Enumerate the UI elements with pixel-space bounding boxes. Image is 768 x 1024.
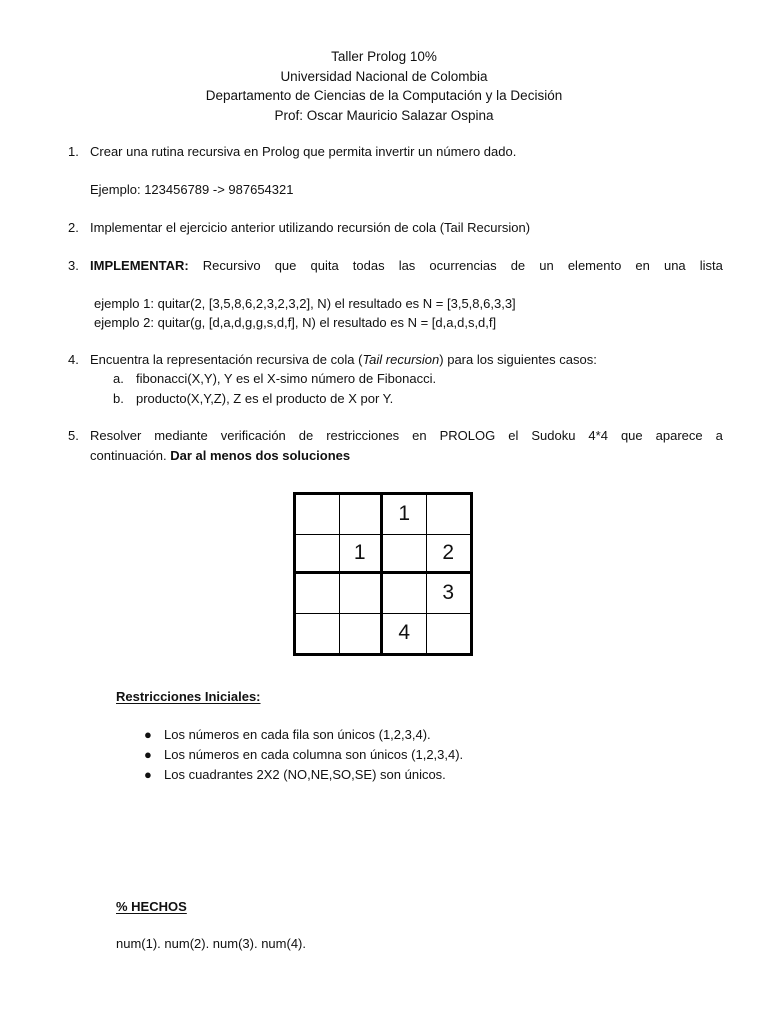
sudoku-cell: [340, 614, 384, 654]
restriction-text: Los números en cada columna son únicos (1,2,3,4).: [164, 747, 464, 762]
question-5-instruction: Dar al menos dos soluciones: [170, 448, 351, 463]
question-5-word: 4*4: [588, 428, 608, 443]
question-3-word: lista: [699, 258, 723, 273]
question-3-word: elemento: [567, 258, 622, 273]
question-3-word: quita: [310, 258, 339, 273]
question-5-word: en: [412, 428, 427, 443]
question-2-number: 2.: [68, 220, 79, 235]
bullet-icon: ●: [144, 747, 152, 762]
restriction-bullet: [144, 746, 464, 763]
question-3-text: [90, 257, 723, 274]
university-name: Universidad Nacional de Colombia: [280, 68, 488, 84]
question-4-item-b-label: b.: [113, 391, 124, 406]
question-5-word: Resolver: [90, 428, 142, 443]
question-4-number: 4.: [68, 352, 79, 367]
document-title: Taller Prolog 10%: [331, 49, 437, 64]
question-5-word: de: [298, 428, 314, 443]
question-5-word: restricciones: [326, 428, 400, 443]
question-4-item-a: [113, 370, 437, 387]
sudoku-cell: [296, 495, 340, 535]
sudoku-cell: 1: [340, 535, 384, 575]
bullet-icon: ●: [144, 767, 152, 782]
question-5-line-2: [90, 447, 350, 464]
sudoku-cell: [296, 614, 340, 654]
professor-name: Prof: Oscar Mauricio Salazar Ospina: [274, 107, 494, 123]
facts-heading: % HECHOS: [116, 899, 187, 914]
question-5-text: [90, 427, 723, 444]
restriction-text: Los cuadrantes 2X2 (NO,NE,SO,SE) son únicos.: [164, 767, 446, 782]
question-5-word: aparece: [655, 428, 703, 443]
question-4-item-a-label: a.: [113, 371, 124, 386]
question-5-word: que: [620, 428, 643, 443]
question-5-word: el: [508, 428, 519, 443]
restriction-text: Los números en cada fila son únicos (1,2,3,4).: [164, 727, 431, 742]
question-3-word: que: [274, 258, 297, 273]
question-3-lead: IMPLEMENTAR:: [90, 258, 189, 273]
question-3-example-1: ejemplo 1: quitar(2, [3,5,8,6,2,3,2,3,2], N) el resultado es N = [3,5,8,6,3,3]: [94, 296, 516, 311]
restriction-bullet: [144, 766, 446, 783]
restriction-bullet: [144, 726, 431, 743]
question-4-item-a-text: fibonacci(X,Y), Y es el X-simo número de Fibonacci.: [136, 371, 437, 386]
question-4-text-after: ) para los siguientes casos:: [439, 352, 597, 367]
facts-code: num(1). num(2). num(3). num(4).: [116, 936, 306, 951]
question-3-word: una: [663, 258, 686, 273]
question-1-example: Ejemplo: 123456789 -> 987654321: [90, 182, 294, 197]
sudoku-cell: [383, 535, 427, 575]
question-5-line-2-plain: continuación.: [90, 448, 167, 463]
question-3-word: un: [539, 258, 554, 273]
question-5-word: mediante: [154, 428, 208, 443]
sudoku-cell: [296, 535, 340, 575]
question-4-text-italic: Tail recursion: [362, 352, 440, 367]
sudoku-cell: [340, 495, 384, 535]
question-5-number: 5.: [68, 428, 79, 443]
sudoku-cell: [427, 614, 471, 654]
sudoku-cell: 2: [427, 535, 471, 575]
document-header: [0, 47, 768, 125]
question-3-word: las: [398, 258, 416, 273]
question-5-word: verificación: [220, 428, 286, 443]
sudoku-cell: [383, 574, 427, 614]
question-1-text: Crear una rutina recursiva en Prolog que permita invertir un número dado.: [90, 144, 517, 159]
question-3-word: todas: [352, 258, 385, 273]
sudoku-cell: 1: [383, 495, 427, 535]
sudoku-cell: [340, 574, 384, 614]
question-4-text-before: Encuentra la representación recursiva de cola (: [90, 352, 363, 367]
question-5-word: PROLOG: [439, 428, 496, 443]
question-4-item-b: [113, 390, 394, 407]
question-5-word: a: [715, 428, 723, 443]
question-3-word: ocurrencias: [429, 258, 497, 273]
question-3-word: de: [510, 258, 526, 273]
restrictions-heading: Restricciones Iniciales:: [116, 689, 261, 704]
sudoku-cell: [427, 495, 471, 535]
question-4-item-b-text: producto(X,Y,Z), Z es el producto de X por Y.: [136, 391, 394, 406]
question-1-number: 1.: [68, 144, 79, 159]
question-3-word: Recursivo: [202, 258, 261, 273]
question-2-text: Implementar el ejercicio anterior utilizando recursión de cola (Tail Recursion): [90, 220, 531, 235]
sudoku-grid: [293, 492, 473, 656]
question-3-word: en: [635, 258, 650, 273]
sudoku-cell: 4: [383, 614, 427, 654]
sudoku-cell: 3: [427, 574, 471, 614]
question-4-text: [90, 351, 597, 368]
question-3-example-2: ejemplo 2: quitar(g, [d,a,d,g,g,s,d,f], N) el resultado es N = [d,a,d,s,d,f]: [94, 315, 497, 330]
department-name: Departamento de Ciencias de la Computación y la Decisión: [205, 88, 563, 103]
question-3-number: 3.: [68, 258, 79, 273]
sudoku-cell: [296, 574, 340, 614]
bullet-icon: ●: [144, 727, 152, 742]
question-5-word: Sudoku: [531, 428, 576, 443]
